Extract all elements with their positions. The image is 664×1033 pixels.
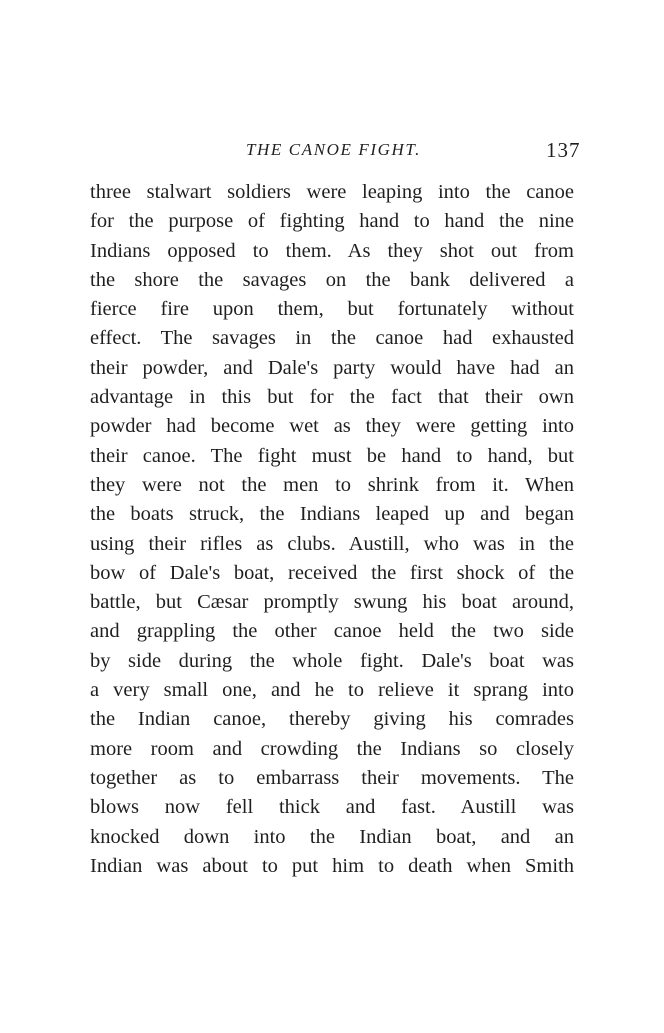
text-line: for the purpose of fighting hand to hand the nine <box>90 210 574 233</box>
text-line: Indians opposed to them. As they shot out from <box>90 239 574 262</box>
text-line: knocked down into the Indian boat, and an <box>90 825 574 848</box>
body-text <box>90 178 574 881</box>
text-line: by side during the whole fight. Dale's boat was <box>90 649 574 672</box>
text-line: using their rifles as clubs. Austill, who was in the <box>90 532 574 555</box>
text-line: advantage in this but for the fact that their own <box>90 386 574 409</box>
text-line: effect. The savages in the canoe had exhausted <box>90 327 574 350</box>
text-line: their powder, and Dale's party would have had an <box>90 356 574 379</box>
text-line: a very small one, and he to relieve it sprang into <box>90 679 574 702</box>
text-line: more room and crowding the Indians so closely <box>90 737 574 760</box>
text-line: bow of Dale's boat, received the first shock of the <box>90 561 574 584</box>
running-head <box>0 140 664 170</box>
text-line: their canoe. The fight must be hand to hand, but <box>90 444 574 467</box>
text-line: fierce fire upon them, but fortunately without <box>90 298 574 321</box>
text-line: Indian was about to put him to death when Smith <box>90 854 574 877</box>
text-line: blows now fell thick and fast. Austill was <box>90 796 574 819</box>
running-title: THE CANOE FIGHT. <box>246 140 421 159</box>
text-line: battle, but Cæsar promptly swung his boat around, <box>90 591 574 614</box>
text-line: the Indian canoe, thereby giving his comrades <box>90 708 574 731</box>
text-line: and grappling the other canoe held the two side <box>90 620 574 643</box>
text-line: the shore the savages on the bank delivered a <box>90 268 574 291</box>
text-line: powder had become wet as they were getting into <box>90 415 574 438</box>
text-line: three stalwart soldiers were leaping into the canoe <box>90 181 574 203</box>
text-line: they were not the men to shrink from it. When <box>90 473 574 496</box>
text-line: the boats struck, the Indians leaped up and began <box>90 503 574 526</box>
page-number: 137 <box>546 138 581 162</box>
text-line: together as to embarrass their movements. The <box>90 766 574 789</box>
